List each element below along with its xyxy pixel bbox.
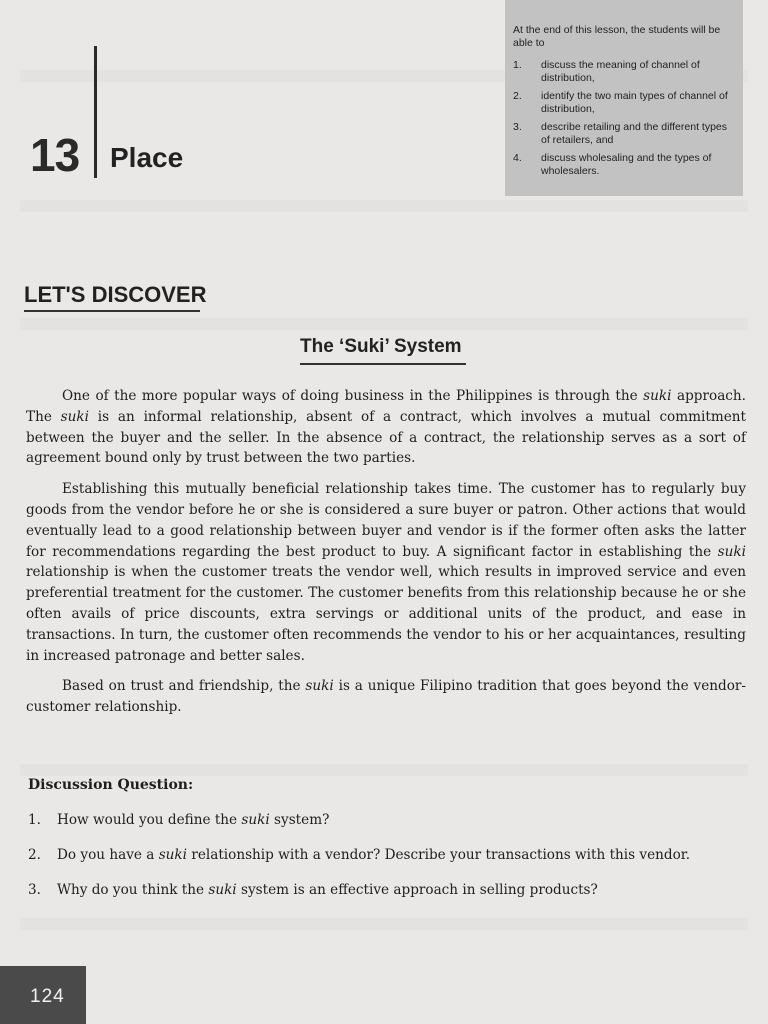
objective-item xyxy=(513,59,735,85)
paragraph xyxy=(26,386,746,469)
italic-term: suki xyxy=(158,847,188,863)
page-number-tab xyxy=(0,966,86,1024)
question-text xyxy=(57,882,598,917)
section-heading: LET'S DISCOVER xyxy=(24,282,207,307)
paragraph xyxy=(26,479,746,666)
text-run: Establishing this mutually beneficial relationship takes time. The customer has to regularly buy goods from the vendor before he or she is considered a sure buyer or patron. Other actions that would eventually lead to a good relationship between buyer and vendor is if the former often asks the latter for recommendations regarding the best product to buy. A significant factor in establishing the xyxy=(26,481,746,560)
italic-term: suki xyxy=(241,812,270,828)
objective-item xyxy=(513,152,735,178)
page-number: 124 xyxy=(30,986,65,1007)
discussion-heading: Discussion Question: xyxy=(28,777,194,793)
text-run: relationship is when the customer treats the vendor well, which results in improved service and even preferential treatment for the customer. The customer benefits from this relationship because he or she often avails of price discounts, extra servings or additional units of the product, and ease in transactions. In turn, the customer often recommends the vendor to his or her acquaintances, resulting in increased patronage and better sales. xyxy=(26,564,746,664)
text-run: is a unique Filipino tradition that goes beyond the vendor-customer relationship. xyxy=(26,678,746,716)
italic-term: suki xyxy=(717,543,746,560)
italic-term: suki xyxy=(60,408,89,425)
text-run: How would you define the xyxy=(57,812,242,828)
text-run: system? xyxy=(269,812,330,828)
question-number: 1. xyxy=(28,812,41,828)
section-underline xyxy=(24,310,200,312)
chapter-divider xyxy=(94,46,97,178)
text-run: One of the more popular ways of doing business in the Philippines is through the xyxy=(62,388,644,404)
title-underline xyxy=(300,363,466,365)
objective-number: 1. xyxy=(513,59,522,71)
text-run: Do you have a xyxy=(57,847,159,863)
objective-text: identify the two main types of channel of distribution, xyxy=(541,90,728,115)
objective-text: discuss wholesaling and the types of wholesalers. xyxy=(541,152,712,177)
question-number: 3. xyxy=(28,882,41,898)
question-number: 2. xyxy=(28,847,41,863)
question-item xyxy=(28,882,748,917)
bleed-through xyxy=(20,764,748,776)
text-run: Why do you think the xyxy=(57,882,209,898)
article-title: The ‘Suki’ System xyxy=(300,336,462,357)
learning-objectives-box xyxy=(505,0,743,196)
italic-term: suki xyxy=(305,678,334,695)
objective-item xyxy=(513,121,735,147)
objectives-intro: At the end of this lesson, the students will be able to xyxy=(513,24,721,49)
question-text xyxy=(57,847,690,882)
text-run: Based on trust and friendship, the xyxy=(62,678,306,695)
objectives-list xyxy=(513,59,735,178)
chapter-number: 13 xyxy=(30,129,80,181)
text-run: is an informal relationship, absent of a contract, which involves a mutual commitment between the buyer and the seller. In the absence of a contract, the relationship serves as a sort of agreement bound only by trust between the two parties. xyxy=(26,408,746,467)
bleed-through xyxy=(20,318,748,330)
italic-term: suki xyxy=(643,388,672,404)
chapter-title: Place xyxy=(110,142,184,173)
article-body xyxy=(26,386,746,728)
discussion-questions xyxy=(28,812,748,917)
text-run: system is an effective approach in selling products? xyxy=(236,882,598,898)
objective-number: 2. xyxy=(513,90,522,102)
question-text xyxy=(57,812,329,847)
bleed-through xyxy=(20,918,748,930)
objective-text: describe retailing and the different types of retailers, and xyxy=(541,121,728,146)
objective-text: discuss the meaning of channel of distribution, xyxy=(541,59,700,84)
question-item xyxy=(28,812,748,847)
italic-term: suki xyxy=(208,882,237,898)
question-item xyxy=(28,847,748,882)
text-run: relationship with a vendor? Describe your transactions with this vendor. xyxy=(187,847,691,863)
objective-item xyxy=(513,90,735,116)
objective-number: 3. xyxy=(513,121,522,133)
paragraph xyxy=(26,676,746,718)
objective-number: 4. xyxy=(513,152,522,164)
bleed-through xyxy=(20,200,748,212)
text-run: approach. The xyxy=(26,388,746,425)
